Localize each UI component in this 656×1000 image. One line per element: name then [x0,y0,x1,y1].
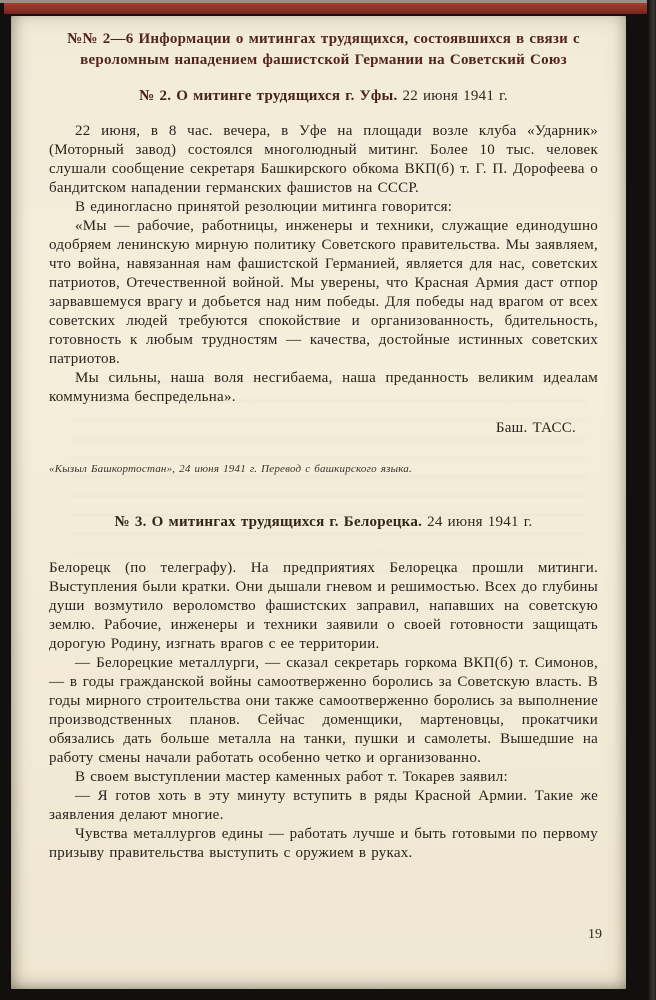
document-3-body [49,559,598,863]
paragraph: В единогласно принятой резолюции митинга говорится: [75,199,453,215]
page-number: 19 [588,927,602,942]
document-2-source-footnote: «Кызыл Башкортостан», 24 июня 1941 г. Перевод с башкирского языка. [49,463,412,475]
book-page [11,16,626,989]
document-2-signature: Баш. ТАСС. [495,420,576,436]
paragraph: Мы сильны, наша воля несгибаема, наша преданность великим идеалам коммунизма беспредельна». [49,370,598,405]
scanner-edge-right [647,0,656,1000]
document-2-title: № 2. О митинге трудящихся г. Уфы. [139,88,398,104]
document-2-date: 22 июня 1941 г. [402,88,508,104]
section-heading: №№ 2—6 Информации о митингах трудящихся, состоявшихся в связи с вероломным нападением фашистской Германии на Советский Союз [67,31,580,68]
document-3-heading [49,512,598,533]
page-content [49,29,598,969]
document-3-title: № 3. О митингах трудящихся г. Белорецка. [114,514,423,530]
paragraph: «Мы — рабочие, работницы, инженеры и техники, служащие единодушно одобряем ленинскую мирную политику Советского правительства. Мы заявляем, что война, навязанная нам фашистской Германией, является для нас, советских патриотов, Отечественной войной. Мы уверены, что Красная Армия даст отпор зарвавшемуся врагу и добьется над ним победы. Для победы над врагом от всех советских людей требуются спокойствие и организованность, бдительность, готовность к любым трудностям — качества, достойные истинных советских патриотов. [49,218,598,367]
paragraph: 22 июня, в 8 час. вечера, в Уфе на площади возле клуба «Ударник» (Моторный завод) состоялся многолюдный митинг. Более 10 тыс. человек слушали сообщение секретаря Башкирского обкома ВКП(б) т. Г. П. Дорофеева о бандитском нападении германских фашистов на СССР. [49,123,598,196]
red-cover-edge [4,3,648,14]
document-3-date: 24 июня 1941 г. [427,514,533,530]
paragraph: В своем выступлении мастер каменных работ т. Токарев заявил: [75,769,508,785]
paragraph: Белорецк (по телеграфу). На предприятиях Белорецка прошли митинги. Выступления были кратки. Они дышали гневом и решимостью. Всех до глубины души возмутило вероломство фашистских заправил, напавших на советскую землю. Рабочие, инженеры и техники заявили о своей готовности защищать дорогую Родину, изгнать врагов с ее территории. [49,560,598,652]
paragraph: Чувства металлургов едины — работать лучше и быть готовыми по первому призыву правительства выступить с оружием в руках. [49,826,598,861]
document-2-body [49,122,598,407]
document-2-heading [49,86,598,107]
paragraph: — Белорецкие металлурги, — сказал секретарь горкома ВКП(б) т. Симонов, — в годы гражданской войны самоотверженно боролись за Советскую власть. В годы мирного строительства они также самоотверженно боролись за выполнение производственных планов. Сейчас доменщики, мартеновцы, прокатчики обязались дать больше металла на танки, пушки и самолеты. Вышедшие на работу смены начали работать особенно четко и организованно. [49,655,598,766]
paragraph: — Я готов хоть в эту минуту вступить в ряды Красной Армии. Такие же заявления делают многие. [49,788,598,823]
